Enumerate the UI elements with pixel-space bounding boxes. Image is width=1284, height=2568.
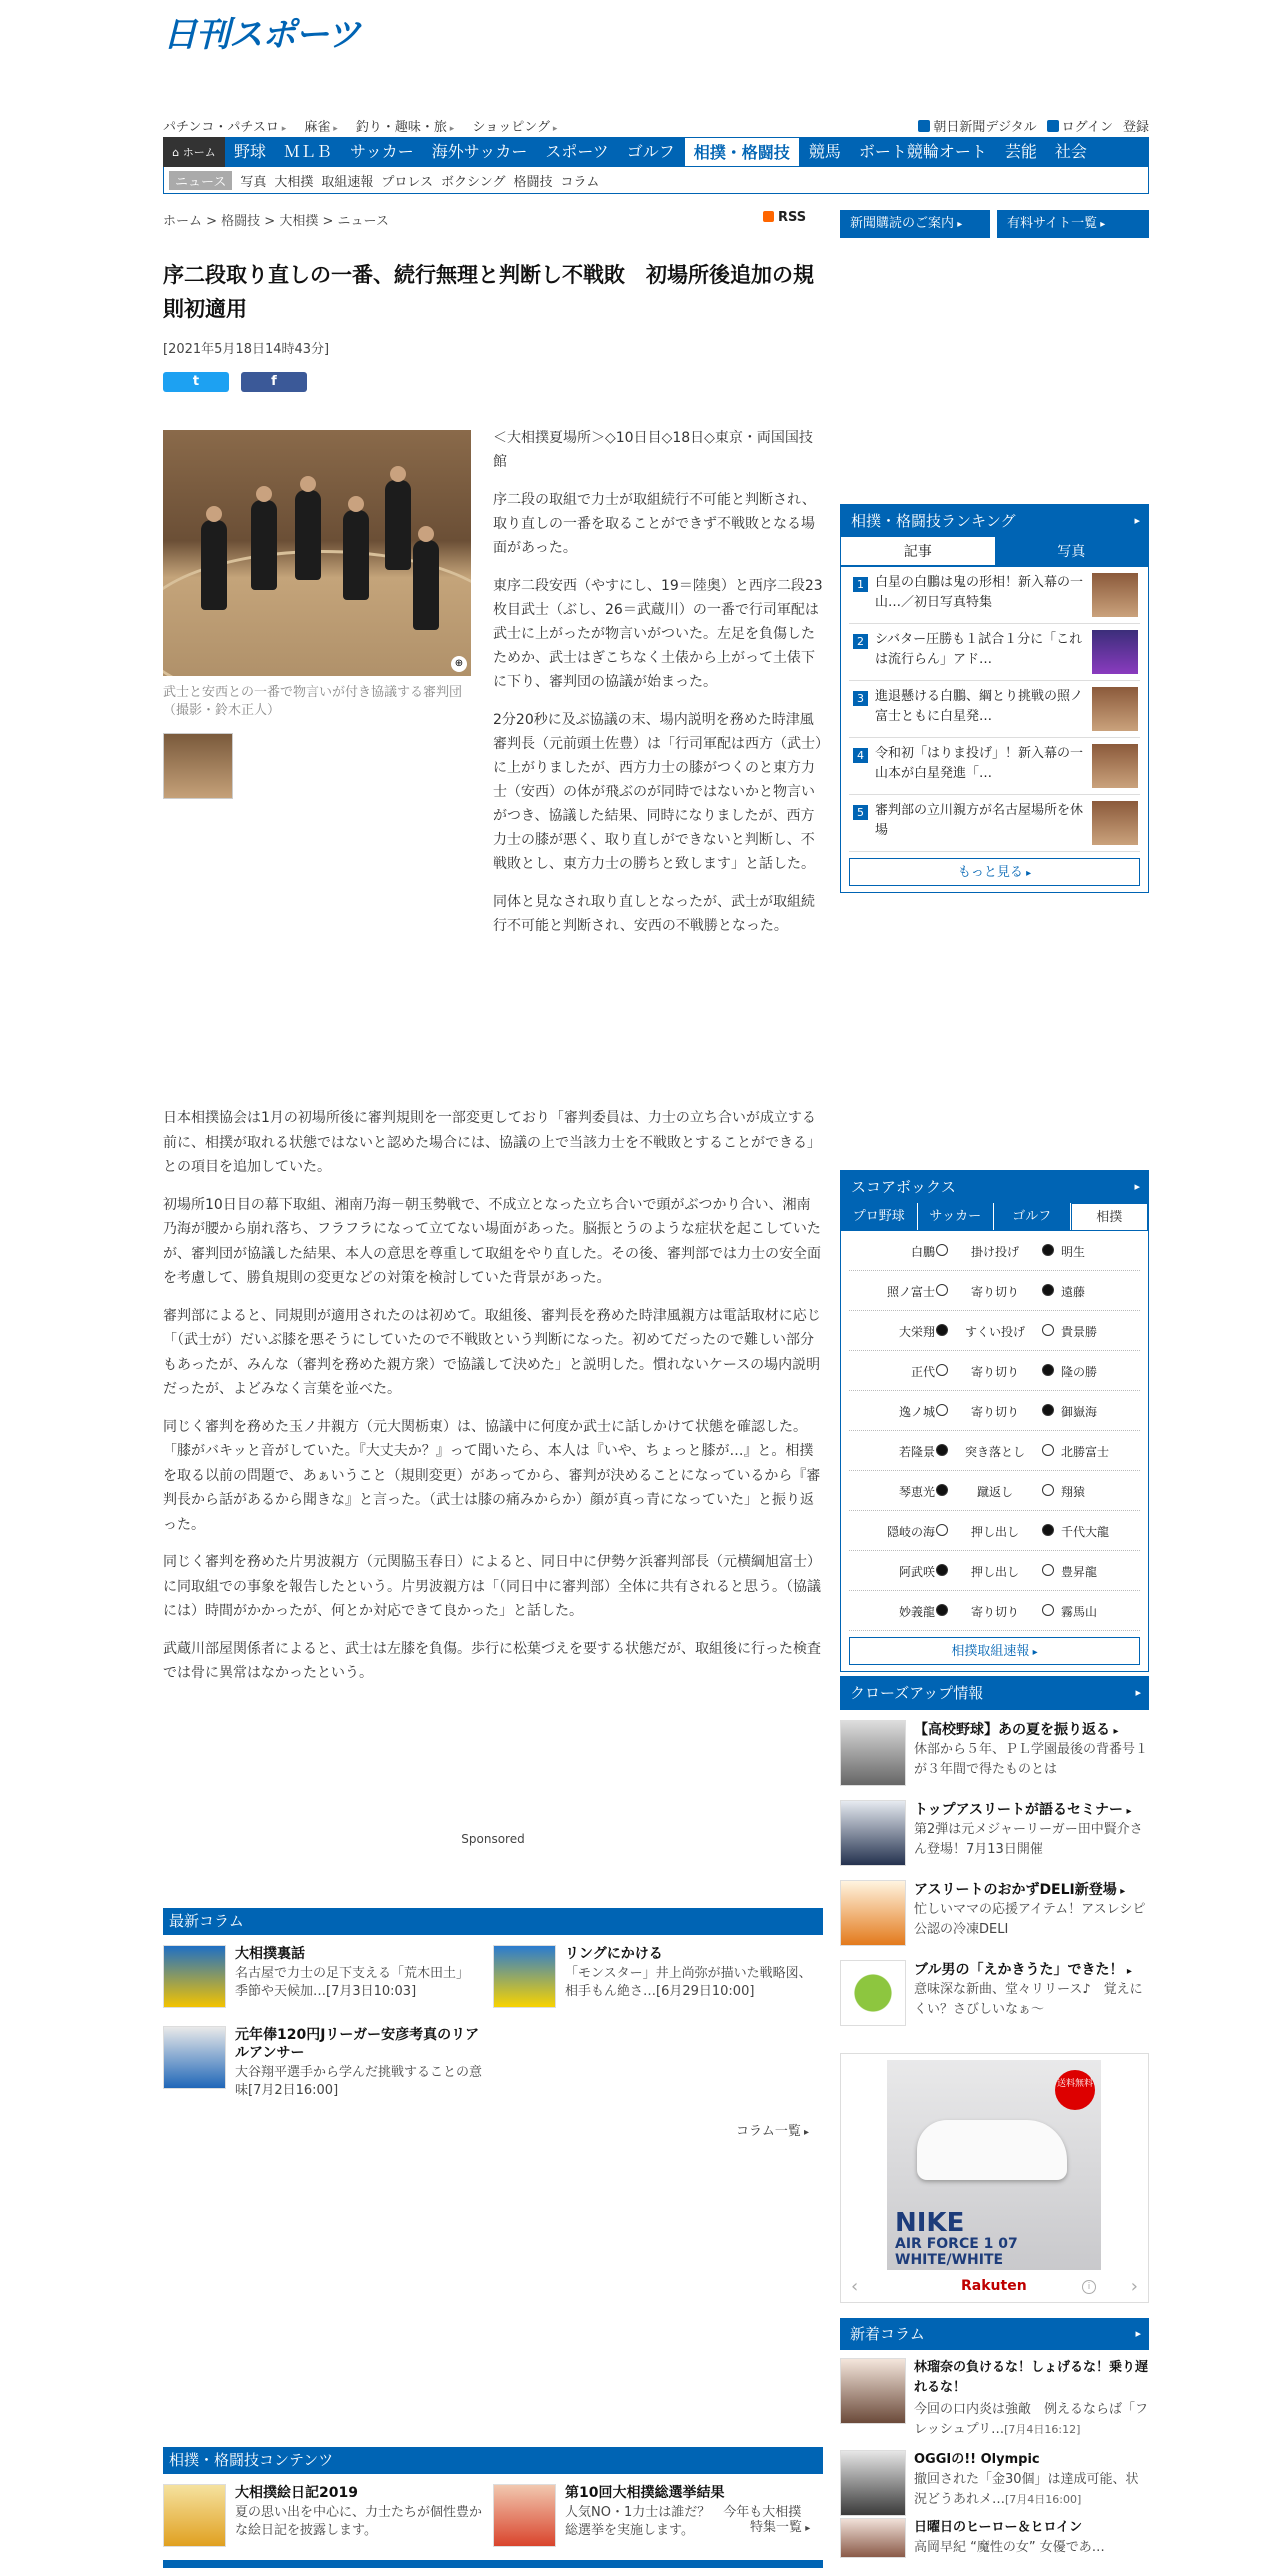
rikishi-west: 千代大龍 [1061,1525,1110,1539]
result-mark-west [1042,1324,1054,1336]
result-mark-west [1042,1484,1054,1496]
rikishi-east: 隠岐の海 [886,1525,935,1539]
rss-icon [763,211,774,222]
rikishi-west: 北勝富士 [1061,1445,1110,1459]
closeup-title: アスリートのおかずDELI新登場 ▸ [914,1880,1144,1902]
ranking-tab-photos[interactable]: 写真 [995,537,1149,567]
ranking-item[interactable] [849,795,1140,852]
content-title: 第10回大相撲総選挙結果 [565,2485,725,2501]
scorebox-tabs [841,1203,1148,1231]
article-paragraph: 同じく審判を務めた玉ノ井親方（元大関栃東）は、協議中に何度か武士に話しかけて状態を確認した。「膝がバキッと音がしていた。『大丈夫か？』って聞いたら、本人は『いや、ちょっと膝が…』と。相撲を取る以前の問題で、あぁいうこと（規則変更）があってから、審判が決めることになっているから『審判長から話があるから聞きな』と言った。（武士は膝の痛みからか）顔が真っ青になっていた」と振り返った。 [163,1418,821,1533]
rikishi-west: 御嶽海 [1061,1405,1098,1419]
result-mark-east [936,1484,948,1496]
column-item[interactable] [163,1945,483,2009]
cat-prowrestling[interactable]: プロレス [381,174,434,190]
new-columns-widget [840,2318,1149,2558]
ranking-tab-articles[interactable]: 記事 [841,537,995,567]
kimarite: 寄り切り [970,1365,1019,1379]
new-column-desc: 撤回された「金30個」は達成可能、状況どうあれメ… [914,2472,1139,2507]
sub-navigation [163,116,1149,134]
judge-figure [343,510,369,600]
rank-number: 4 [853,748,868,763]
login-link[interactable] [1047,116,1113,135]
twitter-share-button[interactable] [163,372,229,392]
ad-info-icon[interactable]: i [1082,2280,1096,2294]
article-paragraph: 同じく審判を務めた片男波親方（元関脇玉春日）によると、同日中に伊勢ケ浜審判部長（元横綱旭富士）に同取組での事象を報告したという。片男波親方は「（同日中に審判部）全体に共有されると思う。（協議には）時間がかかったが、何とか対応できて良かった」と話した。 [163,1554,821,1619]
paid-sites-button[interactable]: 有料サイト一覧 ▸ [997,210,1149,238]
result-mark-west [1042,1604,1054,1616]
rank-thumbnail [1092,801,1138,845]
zoom-icon[interactable]: ⊕ [451,656,467,672]
new-column-desc-wrap [914,2400,1149,2440]
result-mark-west [1042,1404,1054,1416]
kimarite: 押し出し [970,1565,1019,1579]
cat-photo[interactable]: 写真 [240,174,267,190]
article-title: 序二段取り直しの一番、続行無理と判断し不戦敗 初場所後追加の規則初適用 [163,263,814,321]
result-mark-east [936,1284,948,1296]
column-title: 元年俸120円Jリーガー安彦考真のリアルアンサー [235,2027,480,2061]
article-paragraph: ＜大相撲夏場所＞◇10日目◇18日◇東京・両国国技館 [493,430,813,470]
closeup-widget [840,1676,1149,2036]
new-column-desc: 高岡早紀 “魔性の女” 女優であ… [914,2540,1105,2555]
result-mark-east [936,1244,948,1256]
asahi-label: 朝日新聞デジタル [933,120,1037,135]
article-paragraph: 序二段の取組で力士が取組続行不可能と判断され、取り直しの一番を取ることができず不戦敗となる場面があった。 [493,492,816,556]
rikishi-west: 霧馬山 [1061,1605,1098,1619]
article-paragraph: 2分20秒に及ぶ協議の末、場内説明を務めた時津風審判長（元前頭土佐豊）は「行司軍配は西方（武士）に上がりましたが、西方力士の膝がつくのと東方力士（安西）の体が飛ぶのが同時ではないかと物言いがつき、協議した結果、同時になりましたが、西方力士の膝が悪く、取り直しができないと判断し、不戦敗とし、東方力士の勝ちと致します」と話した。 [493,712,822,872]
column-thumbnail [163,2026,226,2089]
twitter-icon: t [192,374,200,389]
cat-column[interactable]: コラム [560,174,600,190]
closeup-title: トップアスリートが語るセミナー ▸ [914,1800,1144,1822]
login-label: ログイン [1061,120,1113,135]
nav-entertainment[interactable]: 芸能 [1004,142,1037,161]
rikishi-east: 大栄翔 [898,1325,935,1339]
rikishi-east: 逸ノ城 [898,1405,935,1419]
ad-next-icon[interactable]: › [1130,2276,1138,2297]
column-list-link[interactable]: コラム一覧 ▸ [736,2120,809,2139]
kimarite: 寄り切り [970,1285,1019,1299]
kimarite: 寄り切り [970,1605,1019,1619]
new-column-item[interactable] [840,2358,1149,2450]
cat-fighting[interactable]: 格闘技 [513,174,553,190]
rank-number: 2 [853,634,868,649]
closeup-item[interactable] [840,1796,1149,1876]
closeup-thumbnail [840,1800,906,1866]
content-desc: 夏の思い出を中心に、力士たちが個性豊かな絵日記を披露します。 [235,2505,483,2538]
nav-soccer[interactable]: サッカー [350,142,414,161]
judge-figure [201,520,227,610]
photo-caption: 武士と安西との一番で物言いが付き協議する審判団（撮影・鈴木正人） [163,685,463,718]
score-rows [841,1231,1148,1631]
ranking-header[interactable]: 相撲・格闘技ランキング ▸ [841,505,1148,537]
new-column-thumbnail [840,2358,906,2424]
closeup-title: 【高校野球】あの夏を振り返る ▸ [914,1720,1144,1742]
subscribe-button[interactable]: 新聞購読のご案内 ▸ [840,210,990,238]
score-row[interactable] [849,1391,1140,1431]
closeup-thumbnail [840,1960,906,2026]
kimarite: 押し出し [970,1525,1019,1539]
cat-bout-results[interactable]: 取組速報 [321,174,374,190]
score-tab-sumo[interactable]: 相撲 [1071,1203,1149,1230]
kimarite: 寄り切り [970,1405,1019,1419]
new-column-date: [7月4日16:12] [1004,2423,1081,2436]
ranking-tabs [841,537,1148,567]
result-mark-east [936,1444,948,1456]
home-label: ホーム [182,146,216,159]
new-column-thumbnail [840,2518,906,2558]
rank-text: 進退懸ける白鵬、綱とり挑戦の照ノ富士ともに白星発… [875,689,1084,724]
sponsored-label: Sponsored [461,1832,525,1846]
asahi-icon [918,120,930,132]
rikishi-east: 照ノ富士 [886,1285,935,1299]
ad-brand: NIKE [895,2208,965,2238]
article-paragraph: 東序二段安西（やすにし、19＝陸奥）と西序二段23枚目武士（ぶし、26＝武蔵川）の一番で行司軍配は武士に上がったが物言いがついた。左足を負傷したためか、武士はぎこちなく土俵から上がって土俵下に下り、審判団の協議が始まった。 [493,578,823,690]
closeup-thumbnail [840,1720,906,1786]
judge-figure [251,500,277,590]
closeup-title: ブル男の「えかきうた」できた！ ▸ [914,1960,1144,1982]
content-thumbnail [493,2484,556,2547]
cat-boxing[interactable]: ボクシング [441,174,506,190]
new-column-title: 林瑠奈の負けるな！しょげるな！乗り遅れるな！ [914,2360,1149,2395]
home-icon: ⌂ [172,145,180,159]
facebook-icon: f [271,374,277,389]
new-column-desc: 今回の口内炎は強敵 例えるならば「フレッシュプリ… [914,2402,1149,2437]
subnav-link-mahjong[interactable]: 麻雀 ▸ [304,120,337,135]
ranking-item[interactable] [849,624,1140,681]
rank-text: 令和初「はりま投げ」！新入幕の一山本が白星発進「… [875,746,1084,781]
closeup-header: クローズアップ情報 ▸ [840,1676,1149,1710]
score-row[interactable] [849,1311,1140,1351]
judge-figure [385,480,411,570]
scorebox-widget [840,1170,1149,1672]
nav-golf[interactable]: ゴルフ [626,142,675,161]
nav-society[interactable]: 社会 [1054,142,1087,161]
article-paragraph: 同体と見なされ取り直しとなったが、武士が取組続行不可能と判断され、安西の不戦勝となった。 [493,894,815,934]
column-thumbnail [493,1945,556,2008]
closeup-desc: 意味深な新曲、堂々リリース♪ 覚えにくい？さびしいなぁ～ [914,1982,1143,2017]
article-paragraph: 審判部によると、同規則が適用されたのは初めて。取組後、審判長を務めた時津風親方は電話取材に応じ「（武士が）だいぶ膝を悪そうにしていたので不戦敗という判断になった。初めてだったので難しい部分もあったが、みんな（審判を務めた親方衆）で協議して決めた」と説明した。慣れないケースの場内説明だったが、よどみなく言葉を並べた。 [163,1307,821,1397]
closeup-item[interactable] [840,1716,1149,1796]
category-navigation [163,167,1149,194]
result-mark-east [936,1324,948,1336]
rank-number: 1 [853,577,868,592]
sumo-results-button[interactable]: 相撲取組速報 ▸ [849,1637,1140,1665]
nav-boat[interactable]: ボート競輪オート [858,142,987,161]
judge-figure [295,490,321,580]
closeup-item[interactable] [840,1956,1149,2036]
rikishi-west: 豊昇龍 [1061,1565,1098,1579]
advertisement[interactable] [840,2053,1149,2303]
rank-thumbnail [1092,630,1138,674]
rank-text: シバター圧勝も１試合１分に「これは流行らん」アド… [875,632,1083,667]
column-title: 大相撲裏話 [235,1946,305,1962]
rank-text: 白星の白鵬は鬼の形相！新入幕の一山…／初日写真特集 [875,575,1084,610]
rikishi-west: 遠藤 [1061,1285,1086,1299]
score-row[interactable] [849,1511,1140,1551]
logo-text: 日刊スポーツ [163,14,360,55]
login-icon [1047,120,1059,132]
nav-world-soccer[interactable]: 海外サッカー [431,142,528,161]
subnav-link-shopping[interactable]: ショッピング ▸ [472,120,557,135]
shoe-shape [917,2120,1067,2180]
ranking-item[interactable] [849,567,1140,624]
content-desc: 人気NO・1力士は誰だ？ 今年も大相撲総選挙を実施します。 [565,2505,802,2538]
result-mark-east [936,1404,948,1416]
rank-thumbnail [1092,744,1138,788]
column-title: リングにかける [565,1946,663,1962]
ranking-item[interactable] [849,738,1140,795]
rikishi-east: 白鵬 [910,1245,935,1259]
rikishi-east: 琴恵光 [898,1485,935,1499]
result-mark-east [936,1364,948,1376]
nav-sports[interactable]: スポーツ [545,142,609,161]
result-mark-east [936,1564,948,1576]
ad-color: WHITE/WHITE [895,2252,1004,2268]
facebook-share-button[interactable] [241,372,307,392]
ad-shop: Rakuten [961,2278,1027,2294]
nav-mlb[interactable]: ＭＬＢ [284,142,333,161]
nav-baseball[interactable]: 野球 [234,142,267,161]
subnav-link-fishing[interactable]: 釣り・趣味・旅 ▸ [356,120,454,135]
article-main-photo[interactable] [163,430,471,676]
contents-header: 相撲・格闘技コンテンツ [163,2447,823,2474]
score-row[interactable] [849,1471,1140,1511]
ad-stamp: 送料無料 [1055,2070,1095,2110]
score-row[interactable] [849,1271,1140,1311]
score-row[interactable] [849,1351,1140,1391]
new-column-item[interactable] [840,2518,1149,2558]
content-item[interactable] [163,2484,483,2548]
scorebox-header: スコアボックス ▸ [841,1171,1148,1203]
result-mark-west [1042,1564,1054,1576]
new-column-title: OGGIの!! Olympic [914,2452,1040,2467]
main-navigation [163,137,1149,167]
content-title: 大相撲絵日記2019 [235,2485,358,2501]
new-columns-header: 新着コラム ▸ [840,2318,1149,2350]
kimarite: 掛け投げ [970,1245,1019,1259]
article-date: [2021年5月18日14時43分] [163,342,330,357]
article-body-full [163,1106,823,1699]
judge-figure [413,540,439,630]
feature-list-link[interactable]: 特集一覧 ▸ [750,2516,810,2535]
rank-number: 3 [853,691,868,706]
rss-link[interactable] [763,210,806,225]
rank-text: 審判部の立川親方が名古屋場所を休場 [875,803,1084,838]
article-paragraph: 初場所10日目の幕下取組、湘南乃海－朝玉勢戦で、不成立となった立ち合いで頭がぶつかり合い、湘南乃海が腰から崩れ落ち、フラフラになって立てない場面があった。脳振とうのような症状を起こしていたが、審判団が協議した結果、本人の意思を尊重して取組をやり直した。その後、審判部では力士の安全面を考慮して、勝負規則の変更などの対策を検討していた背景があった。 [163,1196,821,1286]
nav-sumo-fighting[interactable]: 相撲・格闘技 [684,137,800,167]
ranking-item[interactable] [849,681,1140,738]
score-row[interactable] [849,1551,1140,1591]
score-row[interactable] [849,1431,1140,1471]
cat-ozumo[interactable]: 大相撲 [274,174,314,190]
result-mark-west [1042,1524,1054,1536]
rikishi-east: 妙義龍 [898,1605,935,1619]
result-mark-west [1042,1244,1054,1256]
result-mark-east [936,1524,948,1536]
column-item[interactable] [493,1945,813,2009]
kimarite: 蹴返し [976,1485,1013,1499]
ranking-widget [840,504,1149,893]
latest-columns-header: 最新コラム [163,1908,823,1935]
rikishi-west: 隆の勝 [1061,1365,1098,1379]
cat-news[interactable]: ニュース [169,171,232,190]
ad-banner[interactable] [840,2053,1149,2303]
kimarite: すくい投げ [964,1325,1025,1339]
register-link[interactable]: 登録 [1122,120,1149,135]
rikishi-west: 明生 [1061,1245,1086,1259]
column-item[interactable] [163,2026,483,2098]
article-paragraph: 日本相撲協会は1月の初場所後に審判規則を一部変更しており「審判委員は、力士の立ち合いが成立する前に、相撲が取れる状態ではないと認めた場合には、協議の上で当該力士を不戦敗とすることができる」との項目を追加していた。 [163,1110,821,1175]
column-thumbnail [163,1945,226,2008]
nav-home[interactable] [163,137,225,167]
closeup-desc: 忙しいママの応援アイテム！アスレシピ公認の冷凍DELI [914,1902,1146,1937]
column-desc: 名古屋で力士の足下支える「荒木田土」 季節や天候加…[7月3日10:03] [235,1966,476,1999]
closeup-thumbnail [840,1880,906,1946]
score-row[interactable] [849,1591,1140,1631]
subnav-link-pachinko[interactable]: パチンコ・パチスロ ▸ [163,120,286,135]
new-column-title: 日曜日のヒーロー＆ヒロイン [914,2520,1083,2535]
score-tab-golf[interactable]: ゴルフ [994,1203,1071,1230]
closeup-desc: 第2弾は元メジャーリーガー田中賢介さん登場！7月13日開催 [914,1822,1143,1857]
result-mark-east [936,1604,948,1616]
new-column-desc-wrap [914,2470,1149,2510]
content-thumbnail [163,2484,226,2547]
kimarite: 突き落とし [964,1445,1025,1459]
ad-product-image [887,2060,1101,2270]
rikishi-west: 翔猿 [1061,1485,1086,1499]
rank-number: 5 [853,805,868,820]
asahi-digital-link[interactable] [918,116,1036,135]
rank-thumbnail [1092,573,1138,617]
closeup-item[interactable] [840,1876,1149,1956]
ranking-more-button[interactable]: もっと見る ▸ [849,858,1140,886]
breadcrumb[interactable]: ホーム > 格闘技 > 大相撲 > ニュース [163,214,389,229]
site-logo[interactable] [163,12,360,55]
rikishi-east: 若隆景 [898,1445,935,1459]
score-tab-baseball[interactable]: プロ野球 [841,1203,918,1230]
new-column-item[interactable] [840,2450,1149,2518]
ad-prev-icon[interactable]: ‹ [851,2276,859,2297]
new-column-date: [7月4日16:00] [1005,2493,1082,2506]
score-row[interactable] [849,1231,1140,1271]
closeup-desc: 休部から５年、ＰＬ学園最後の背番号１が３年間で得たものとは [914,1742,1149,1777]
rikishi-east: 阿武咲 [898,1565,935,1579]
article-body-side [493,426,823,952]
rank-thumbnail [1092,687,1138,731]
column-desc: 「モンスター」井上尚弥が描いた戦略図、相手もん絶さ…[6月29日10:00] [565,1966,812,1999]
article-paragraph: 武蔵川部屋関係者によると、武士は左膝を負傷。歩行に松葉づえを要する状態だが、取組後に行った検査では骨に異常はなかったという。 [163,1640,821,1681]
rss-label: RSS [778,210,807,225]
result-mark-west [1042,1284,1054,1296]
rikishi-east: 正代 [910,1365,935,1379]
result-mark-west [1042,1364,1054,1376]
new-column-thumbnail [840,2450,906,2516]
score-tab-soccer[interactable]: サッカー [918,1203,995,1230]
result-mark-west [1042,1444,1054,1456]
photo-thumbnail[interactable] [163,733,233,799]
rikishi-west: 貴景勝 [1061,1325,1098,1339]
section-divider [163,2560,823,2568]
nav-keiba[interactable]: 競馬 [808,142,841,161]
ad-model: AIR FORCE 1 07 [895,2236,1018,2252]
column-desc: 大谷翔平選手から学んだ挑戦することの意味[7月2日16:00] [235,2065,483,2098]
